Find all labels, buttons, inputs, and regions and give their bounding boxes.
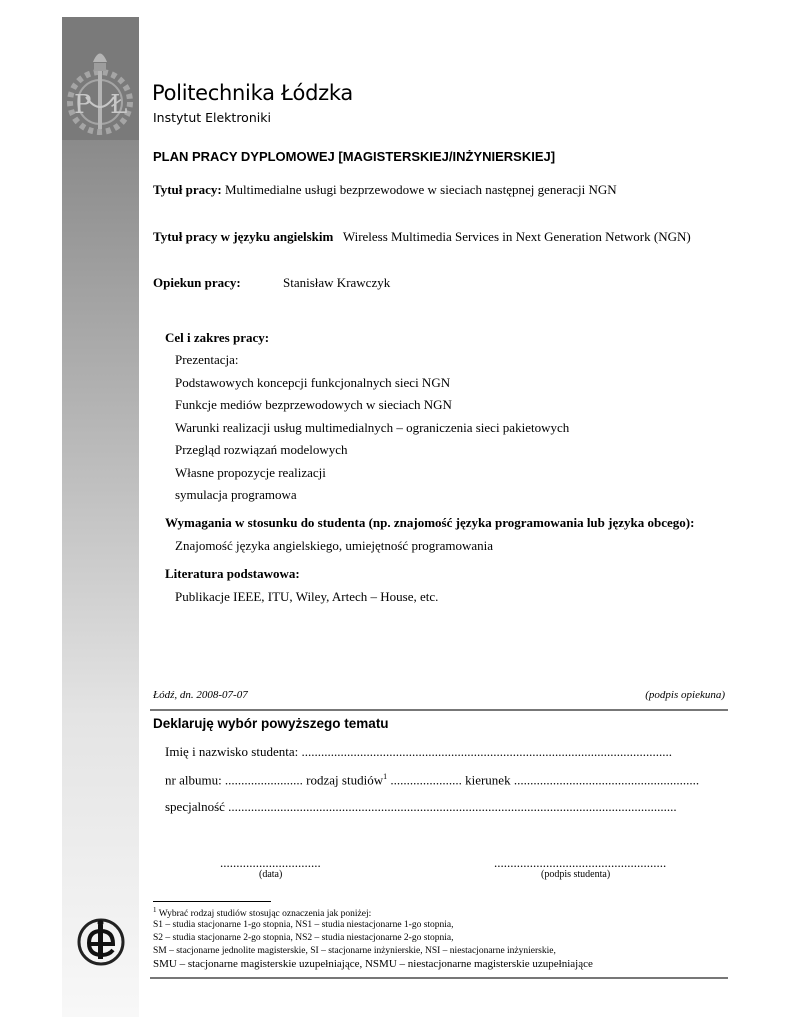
footnote-line: SM – stacjonarne jednolite magisterskie, SI – stacjonarne inżynierskie, NSI – niestacjonarne inżynierskie, [153,946,556,956]
field-of-study-field[interactable]: ...................... kierunek ......................................................... [387,772,700,788]
footnote-intro [153,906,371,919]
footnote-intro-text: Wybrać rodzaj studiów stosując oznaczenia jak poniżej: [156,909,372,920]
svg-text:P: P [74,90,92,120]
footnote-line: S1 – studia stacjonarne 1-go stopnia, NS1 – studia niestacjonarne 1-go stopnia, [153,920,454,930]
footnote-separator [153,901,271,902]
supervisor-label: Opiekun pracy: [153,275,241,290]
scope-item: symulacja programowa [175,487,297,502]
footnote-line: S2 – studia stacjonarne 2-go stopnia, NS2 – studia niestacjonarne 2-go stopnia, [153,933,454,943]
place-date: Łódź, dn. 2008-07-07 [153,689,248,701]
thesis-title-value: Multimedialne usługi bezprzewodowe w sieciach następnej generacji NGN [224,182,617,197]
date-label: (data) [259,869,283,880]
requirements-value: Znajomość języka angielskiego, umiejętność programowania [175,538,494,553]
bottom-divider [150,977,728,979]
date-field[interactable]: ............................... [220,855,321,870]
specialization-field[interactable]: specjalność .......................................................................................................................................... [165,799,677,814]
scope-item: Prezentacja: [175,352,239,367]
album-field[interactable]: nr albumu: ........................ rodzaj studiów [165,772,384,788]
album-row [165,772,699,788]
literature-label: Literatura podstawowa: [165,566,300,581]
page-title: PLAN PRACY DYPLOMOWEJ [MAGISTERSKIEJ/INŻYNIERSKIEJ] [153,149,556,164]
svg-text:Ł: Ł [110,90,128,120]
scope-item: Warunki realizacji usług multimedialnych – ograniczenia sieci pakietowych [175,420,570,435]
e-logo-icon [77,917,125,972]
sidebar-stripe [62,17,139,1017]
thesis-title-row [153,182,617,198]
thesis-title-en-label: Tytuł pracy w języku angielskim [153,229,334,244]
scope-item: Przegląd rozwiązań modelowych [175,442,348,457]
declaration-heading: Deklaruję wybór powyższego tematu [153,716,389,731]
footnote-line: SMU – stacjonarne magisterskie uzupełniające, NSMU – niestacjonarne magisterskie uzupełniające [153,958,593,970]
literature-value: Publikacje IEEE, ITU, Wiley, Artech – House, etc. [175,589,439,604]
student-signature-label: (podpis studenta) [541,869,611,880]
scope-item: Podstawowych koncepcji funkcjonalnych sieci NGN [175,375,451,390]
footnote-intro-mark: 1 [153,906,157,914]
scope-label: Cel i zakres pracy: [165,330,270,345]
thesis-title-en-row [153,229,691,245]
university-logo [62,17,139,140]
student-signature-field[interactable]: ..................................................... [494,855,667,870]
divider [150,709,728,711]
supervisor-value: Stanisław Krawczyk [283,275,391,290]
supervisor-signature-label: (podpis opiekuna) [645,689,725,701]
scope-item: Funkcje mediów bezprzewodowych w sieciach NGN [175,397,452,412]
thesis-title-label: Tytuł pracy: [153,182,222,197]
institute-name: Instytut Elektroniki [153,110,271,125]
thesis-title-en-value: Wireless Multimedia Services in Next Generation Network (NGN) [342,229,691,244]
scope-item: Własne propozycje realizacji [175,465,326,480]
footnote-mark: 1 [383,772,388,781]
requirements-label: Wymagania w stosunku do studenta (np. znajomość języka programowania lub języka obcego): [165,515,695,530]
student-name-field[interactable]: Imię i nazwisko studenta: .................................................................................................................. [165,744,672,759]
university-name: Politechnika Łódzka [152,81,353,105]
